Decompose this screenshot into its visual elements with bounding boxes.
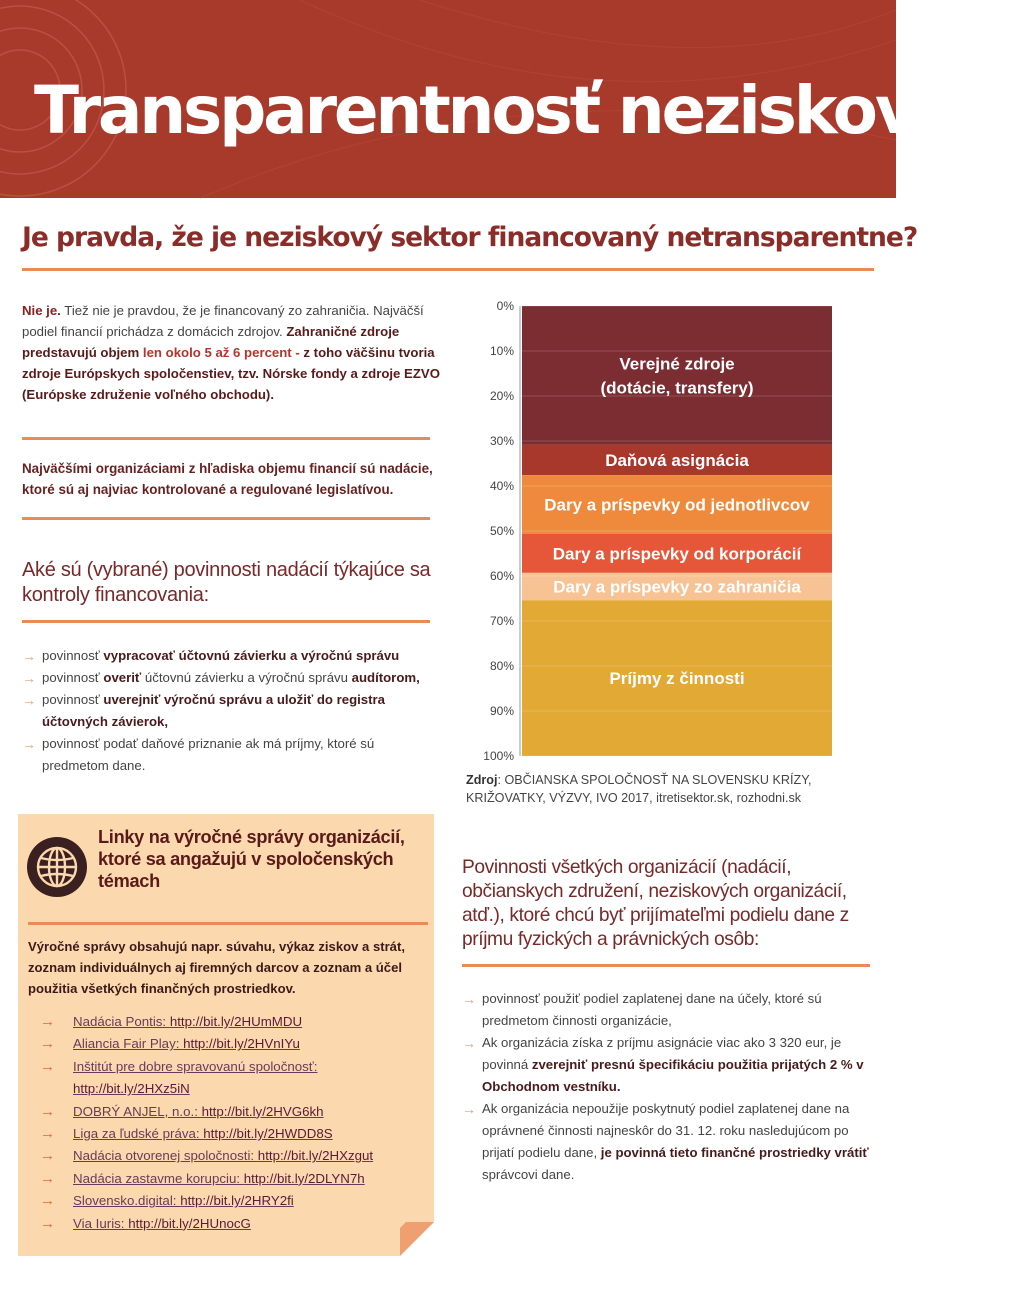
header-banner: [0, 0, 1016, 198]
list-item: → povinnosť použiť podiel zaplatenej dane na účely, ktoré sú predmetom činnosti organizácie,: [462, 988, 882, 1032]
arrow-icon: →: [462, 1035, 476, 1051]
foundation-duties-list: [22, 645, 442, 777]
link-url: http://bit.ly/2HRY2fi: [180, 1193, 294, 1209]
page-title: Transparentnosť neziskoviek: [34, 72, 1016, 149]
intro-divider: [22, 437, 430, 440]
link-item[interactable]: [40, 1011, 420, 1033]
links-title: Linky na výročné správy organizácií, ktoré sa angažujú v spoločenských témach: [98, 827, 405, 891]
arrow-icon: →: [40, 1192, 55, 1210]
list-item: → povinnosť vypracovať účtovnú závierku a výročnú správu: [22, 645, 442, 667]
list-item: → povinnosť uverejniť výročnú správu a uložiť do registra účtovných závierok,: [22, 689, 442, 733]
link-item[interactable]: [40, 1168, 420, 1190]
main-question: Je pravda, že je neziskový sektor financovaný netransparentne?: [22, 222, 918, 253]
arrow-icon: →: [40, 1125, 55, 1143]
list-item: → Ak organizácia získa z príjmu asignácie viac ako 3 320 eur, je povinná zverejniť presnú špecifikáciu použitia prijatých 2 % v Obchodnom vestníku.: [462, 1032, 882, 1098]
y-tick-label: 90%: [489, 704, 514, 718]
link-item[interactable]: [40, 1145, 420, 1167]
organization-name: Liga za ľudské práva:: [73, 1126, 204, 1142]
links-divider: [28, 922, 428, 925]
link-item[interactable]: [40, 1056, 420, 1101]
annual-report-link[interactable]: [73, 1216, 251, 1231]
link-url: http://bit.ly/2DLYN7h: [243, 1170, 365, 1186]
y-tick-label: 80%: [489, 659, 514, 673]
arrow-icon: →: [22, 692, 36, 708]
bar-segment: [522, 306, 832, 445]
link-item[interactable]: [40, 1123, 420, 1145]
foundation-duties-divider: [22, 620, 430, 623]
y-tick-label: 60%: [489, 569, 514, 583]
question-divider: [22, 268, 874, 271]
foundation-duties-heading: Aké sú (vybrané) povinnosti nadácií týkajúce sa kontroly financovania:: [22, 559, 431, 606]
annual-report-link[interactable]: [73, 1193, 294, 1208]
organization-name: Aliancia Fair Play:: [73, 1036, 184, 1052]
arrow-icon: →: [40, 1057, 55, 1075]
y-tick-label: 10%: [489, 344, 514, 358]
arrow-icon: →: [462, 1101, 476, 1117]
annual-report-link[interactable]: [73, 1014, 302, 1029]
arrow-icon: →: [22, 736, 36, 752]
segment-label: Dary a príspevky od jednotlivcov: [544, 495, 810, 515]
organization-name: Nadácia zastavme korupciu:: [73, 1170, 244, 1186]
y-tick-label: 20%: [489, 389, 514, 403]
list-item: → povinnosť podať daňové priznanie ak má príjmy, ktoré sú predmetom dane.: [22, 733, 442, 777]
arrow-icon: →: [40, 1102, 55, 1120]
organization-name: Slovensko.digital:: [73, 1193, 181, 1209]
annual-report-link[interactable]: [73, 1148, 373, 1163]
chart-source: Zdroj: OBČIANSKA SPOLOČNOSŤ NA SLOVENSKU KRÍZY, KRIŽOVATKY, VÝZVY, IVO 2017, itretisektor.sk, rozhodni.sk: [466, 773, 812, 805]
largest-divider: [22, 517, 430, 520]
arrow-icon: →: [40, 1035, 55, 1053]
intro-paragraph: Nie je. Tiež nie je pravdou, že je financovaný zo zahraničia. Najväčší podiel financií prichádza z domácich zdrojov. Zahraničné zdroje predstavujú objem len okolo 5 až 6 percent - z toho väčšinu tvoria zdroje Európskych spoločenstiev, tzv. Nórske fondy a zdroje EZVO (Európske združenie voľného obchodu).: [22, 303, 440, 402]
annual-report-link[interactable]: [73, 1036, 300, 1051]
links-intro: Výročné správy obsahujú napr. súvahu, výkaz ziskov a strát, zoznam individuálnych aj firemných darcov a zoznam a účel použitia všetkých finančných prostriedkov.: [28, 939, 405, 996]
all-duties-divider: [462, 964, 870, 967]
link-url: http://bit.ly/2HXz5iN: [73, 1081, 190, 1097]
link-url: http://bit.ly/2HXzgut: [257, 1148, 374, 1164]
all-organizations-duties-heading: Povinnosti všetkých organizácií (nadácií, občianskych združení, neziskových organizácií, atď.), ktoré chcú byť prijímateľmi podielu dane z príjmu fyzických a právnických osôb:: [462, 857, 849, 950]
annual-report-link[interactable]: [73, 1171, 365, 1186]
annual-report-link[interactable]: [73, 1059, 317, 1096]
link-url: http://bit.ly/2HVnIYu: [183, 1036, 300, 1052]
all-duties-list: [462, 988, 882, 1186]
organization-name: Nadácia otvorenej spoločnosti:: [73, 1148, 258, 1164]
organization-name: Nadácia Pontis:: [73, 1014, 170, 1029]
list-item: → povinnosť overiť účtovnú závierku a výročnú správu audítorom,: [22, 667, 442, 689]
link-url: http://bit.ly/2HVG6kh: [201, 1103, 324, 1119]
organization-name: Via Iuris:: [73, 1215, 129, 1231]
annual-report-link[interactable]: [73, 1126, 333, 1141]
link-item[interactable]: [40, 1213, 420, 1235]
y-tick-label: 50%: [489, 524, 514, 538]
link-url: http://bit.ly/2HWDD8S: [203, 1126, 333, 1142]
globe-icon: [26, 836, 88, 898]
link-url: http://bit.ly/2HUmMDU: [169, 1014, 303, 1029]
y-tick-label: 40%: [489, 479, 514, 493]
arrow-icon: →: [40, 1013, 55, 1030]
arrow-icon: →: [40, 1169, 55, 1187]
largest-organizations-note: Najväčšími organizáciami z hľadiska objemu financií sú nadácie, ktoré sú aj najviac kontrolované a regulované legislatívou.: [22, 461, 433, 497]
stacked-bar-chart: [470, 296, 850, 771]
link-item[interactable]: [40, 1033, 420, 1055]
annual-report-link[interactable]: [73, 1104, 324, 1119]
list-item: → Ak organizácia nepoužije poskytnutý podiel zaplatenej dane na oprávnené činnosti najneskôr do 31. 12. roku nasledujúcom po prijatí podielu dane, je povinná tieto finančné prostriedky vrátiť správcovi dane.: [462, 1098, 882, 1186]
y-tick-label: 100%: [483, 749, 514, 763]
arrow-icon: →: [40, 1147, 55, 1165]
segment-label: Príjmy z činnosti: [609, 669, 745, 689]
y-tick-label: 0%: [496, 299, 514, 313]
segment-label: Daňová asignácia: [605, 450, 749, 470]
annual-report-links: [40, 1011, 420, 1235]
y-tick-label: 30%: [489, 434, 514, 448]
funding-structure-chart: [470, 296, 850, 771]
link-item[interactable]: [40, 1190, 420, 1212]
segment-label: Dary a príspevky od korporácií: [552, 544, 802, 564]
arrow-icon: →: [22, 670, 36, 686]
organization-name: Inštitút pre dobre spravovanú spoločnosť:: [73, 1058, 318, 1074]
organization-name: DOBRÝ ANJEL, n.o.:: [73, 1103, 202, 1119]
arrow-icon: →: [40, 1214, 55, 1232]
arrow-icon: →: [462, 991, 476, 1007]
y-tick-label: 70%: [489, 614, 514, 628]
link-url: http://bit.ly/2HUnocG: [128, 1215, 251, 1231]
segment-label: Verejné zdroje (dotácie, transfery): [600, 354, 754, 398]
link-item[interactable]: [40, 1101, 420, 1123]
arrow-icon: →: [22, 648, 36, 664]
segment-label: Dary a príspevky zo zahraničia: [553, 577, 801, 597]
